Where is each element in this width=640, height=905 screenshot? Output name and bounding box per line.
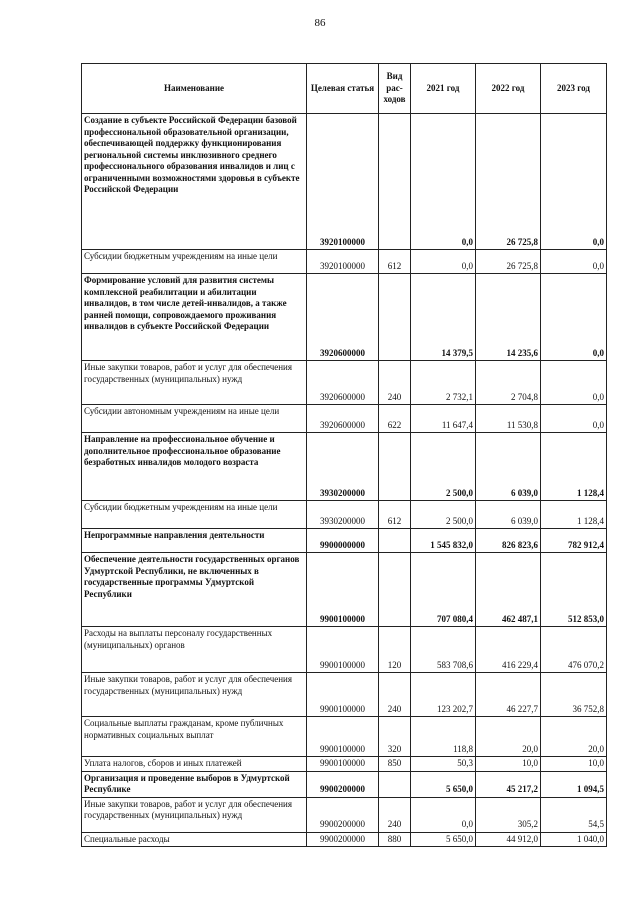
cell-2022: 45 217,2 [476, 771, 541, 797]
cell-code: 9900200000 [307, 771, 379, 797]
cell-code: 3920100000 [307, 250, 379, 274]
cell-name: Расходы на выплаты персоналу государственных (муниципальных) органов [82, 627, 307, 673]
cell-2023: 54,5 [541, 797, 607, 832]
table-row [82, 757, 607, 772]
cell-name: Непрограммные направления деятельности [82, 529, 307, 553]
cell-2022: 416 229,4 [476, 627, 541, 673]
cell-type: 240 [379, 673, 411, 717]
cell-type [379, 433, 411, 501]
cell-2023: 1 040,0 [541, 832, 607, 847]
cell-type: 240 [379, 361, 411, 405]
cell-code: 3930200000 [307, 433, 379, 501]
table-row [82, 274, 607, 361]
cell-2022: 6 039,0 [476, 433, 541, 501]
cell-2021: 583 708,6 [411, 627, 476, 673]
cell-2021: 5 650,0 [411, 832, 476, 847]
cell-2023: 476 070,2 [541, 627, 607, 673]
cell-2023: 0,0 [541, 361, 607, 405]
cell-name: Субсидии автономным учреждениям на иные цели [82, 405, 307, 433]
cell-2023: 36 752,8 [541, 673, 607, 717]
cell-name: Иные закупки товаров, работ и услуг для обеспечения государственных (муниципальных) нужд [82, 673, 307, 717]
cell-2021: 707 080,4 [411, 553, 476, 627]
table-row [82, 832, 607, 847]
cell-name: Организация и проведение выборов в Удмуртской Республике [82, 771, 307, 797]
cell-2023: 10,0 [541, 757, 607, 772]
header-2021: 2021 год [411, 64, 476, 114]
cell-2022: 14 235,6 [476, 274, 541, 361]
table-row [82, 114, 607, 250]
header-code: Целевая статья [307, 64, 379, 114]
cell-type: 880 [379, 832, 411, 847]
cell-2021: 0,0 [411, 250, 476, 274]
cell-2021: 5 650,0 [411, 771, 476, 797]
cell-2022: 826 823,6 [476, 529, 541, 553]
cell-code: 9900100000 [307, 627, 379, 673]
table-row [82, 405, 607, 433]
cell-code: 9900200000 [307, 797, 379, 832]
cell-type [379, 553, 411, 627]
cell-code: 3920600000 [307, 361, 379, 405]
budget-table [81, 63, 607, 847]
cell-name: Специальные расходы [82, 832, 307, 847]
cell-2021: 50,3 [411, 757, 476, 772]
table-row [82, 673, 607, 717]
cell-code: 9900100000 [307, 757, 379, 772]
table-row [82, 627, 607, 673]
cell-name: Субсидии бюджетным учреждениям на иные цели [82, 501, 307, 529]
cell-name: Иные закупки товаров, работ и услуг для обеспечения государственных (муниципальных) нужд [82, 797, 307, 832]
cell-code: 9900000000 [307, 529, 379, 553]
cell-2023: 0,0 [541, 274, 607, 361]
cell-type [379, 274, 411, 361]
cell-name: Субсидии бюджетным учреждениям на иные цели [82, 250, 307, 274]
cell-2021: 0,0 [411, 114, 476, 250]
cell-2021: 2 500,0 [411, 433, 476, 501]
cell-2023: 0,0 [541, 250, 607, 274]
cell-type: 850 [379, 757, 411, 772]
cell-2021: 11 647,4 [411, 405, 476, 433]
cell-2022: 46 227,7 [476, 673, 541, 717]
cell-2022: 462 487,1 [476, 553, 541, 627]
table-row [82, 433, 607, 501]
page-number: 86 [314, 17, 326, 29]
cell-2023: 1 128,4 [541, 501, 607, 529]
cell-2023: 1 094,5 [541, 771, 607, 797]
cell-2022: 26 725,8 [476, 250, 541, 274]
cell-type: 120 [379, 627, 411, 673]
header-2023: 2023 год [541, 64, 607, 114]
table-row [82, 501, 607, 529]
cell-code: 3920600000 [307, 405, 379, 433]
cell-2023: 0,0 [541, 405, 607, 433]
cell-name: Уплата налогов, сборов и иных платежей [82, 757, 307, 772]
table-row [82, 250, 607, 274]
cell-name: Иные закупки товаров, работ и услуг для обеспечения государственных (муниципальных) нужд [82, 361, 307, 405]
cell-2021: 2 732,1 [411, 361, 476, 405]
cell-2022: 44 912,0 [476, 832, 541, 847]
cell-name: Направление на профессиональное обучение и дополнительное профессиональное образование безработных инвалидов молодого возраста [82, 433, 307, 501]
cell-code: 9900100000 [307, 553, 379, 627]
cell-type: 612 [379, 250, 411, 274]
cell-2022: 10,0 [476, 757, 541, 772]
cell-2021: 1 545 832,0 [411, 529, 476, 553]
cell-type [379, 771, 411, 797]
cell-type: 240 [379, 797, 411, 832]
cell-2023: 0,0 [541, 114, 607, 250]
cell-2022: 6 039,0 [476, 501, 541, 529]
cell-name: Создание в субъекте Российской Федерации базовой профессиональной образовательной организации, обеспечивающей поддержку функционирования региональной системы инклюзивного среднего профессионального образования инвалидов и лиц с ограниченными возможностями здоровья в субъекте Российской Федерации [82, 114, 307, 250]
cell-2021: 123 202,7 [411, 673, 476, 717]
table-row [82, 553, 607, 627]
cell-2023: 1 128,4 [541, 433, 607, 501]
cell-2023: 782 912,4 [541, 529, 607, 553]
cell-name: Формирование условий для развития системы комплексной реабилитации и абилитации инвалидов, в том числе детей-инвалидов, а также ранней помощи, сопровождаемого проживания инвалидов в субъекте Российской Федерации [82, 274, 307, 361]
table-row [82, 771, 607, 797]
cell-code: 9900200000 [307, 832, 379, 847]
cell-name: Обеспечение деятельности государственных органов Удмуртской Республики, не включенных в государственные программы Удмуртской Республики [82, 553, 307, 627]
cell-code: 3920100000 [307, 114, 379, 250]
cell-type [379, 529, 411, 553]
cell-type [379, 114, 411, 250]
cell-2021: 14 379,5 [411, 274, 476, 361]
cell-type: 612 [379, 501, 411, 529]
cell-2021: 0,0 [411, 797, 476, 832]
cell-2022: 20,0 [476, 717, 541, 757]
header-name: Наименование [82, 64, 307, 114]
cell-2023: 20,0 [541, 717, 607, 757]
cell-code: 9900100000 [307, 717, 379, 757]
cell-2022: 305,2 [476, 797, 541, 832]
cell-code: 3930200000 [307, 501, 379, 529]
cell-2021: 118,8 [411, 717, 476, 757]
table-row [82, 361, 607, 405]
cell-code: 3920600000 [307, 274, 379, 361]
cell-2022: 2 704,8 [476, 361, 541, 405]
table-row [82, 529, 607, 553]
table-header-row [82, 64, 607, 114]
cell-2021: 2 500,0 [411, 501, 476, 529]
cell-2023: 512 853,0 [541, 553, 607, 627]
cell-code: 9900100000 [307, 673, 379, 717]
cell-name: Социальные выплаты гражданам, кроме публичных нормативных социальных выплат [82, 717, 307, 757]
table-row [82, 797, 607, 832]
header-type: Вид рас-ходов [379, 64, 411, 114]
cell-type: 320 [379, 717, 411, 757]
table-row [82, 717, 607, 757]
cell-2022: 26 725,8 [476, 114, 541, 250]
header-2022: 2022 год [476, 64, 541, 114]
cell-2022: 11 530,8 [476, 405, 541, 433]
cell-type: 622 [379, 405, 411, 433]
